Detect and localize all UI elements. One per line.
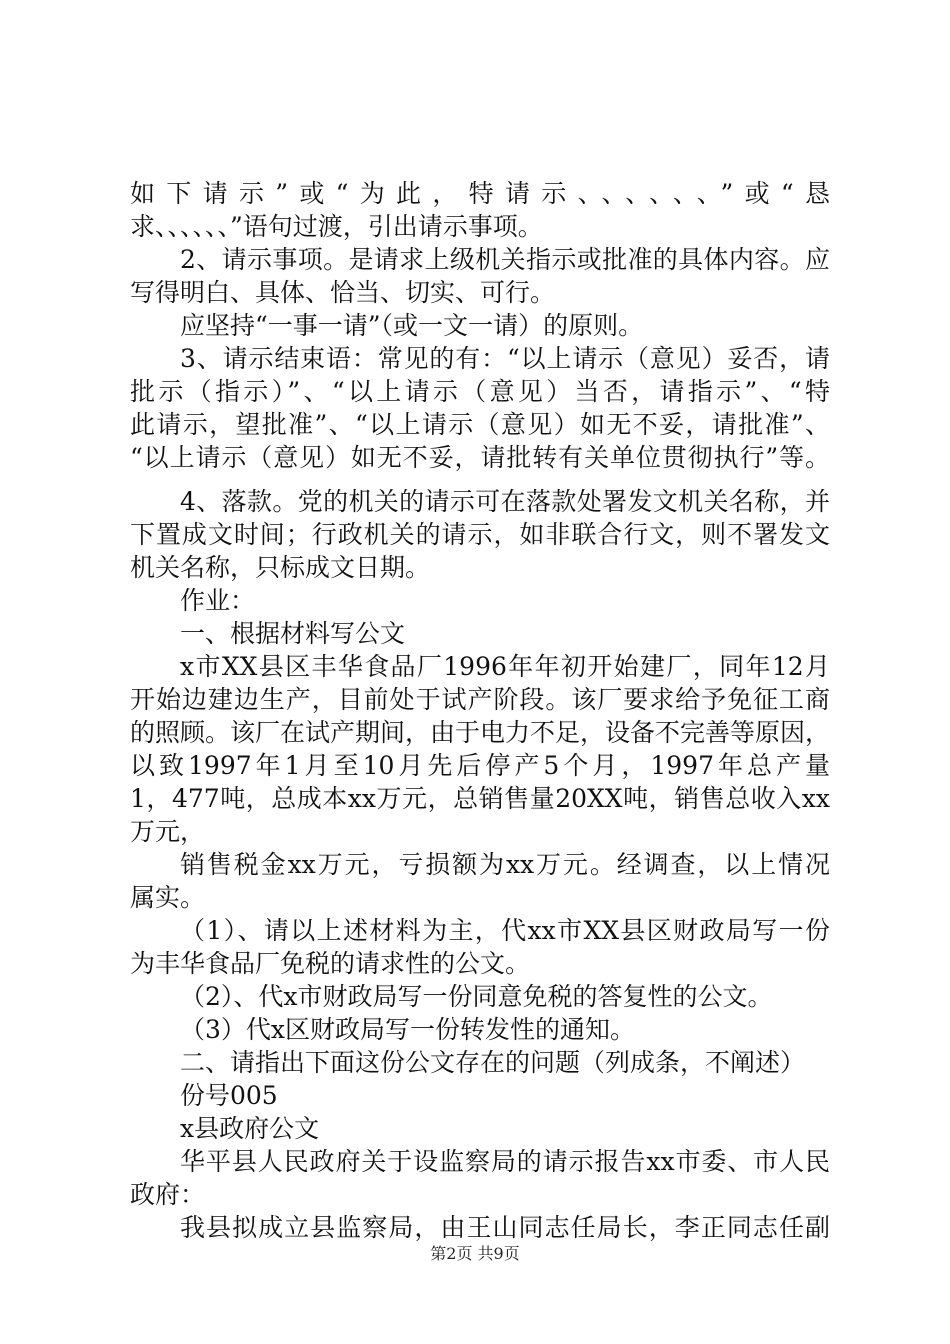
text-line: 开始边建边生产，目前处于试产阶段。该厂要求给予免征工商 (130, 685, 830, 714)
text-line: 华平县人民政府关于设监察局的请示报告xx市委、市人民 (180, 1147, 830, 1176)
text-line: x县政府公文 (180, 1114, 320, 1143)
text-line: 此请示，望批准”、“以上请示（意见）如无不妥，请批准”、 (130, 410, 830, 439)
text-line: （2）、代x市财政局写一份同意免税的答复性的公文。 (180, 982, 773, 1011)
text-line: 为丰华食品厂免税的请求性的公文。 (130, 949, 531, 978)
text-line: “以上请示（意见）如无不妥，请批转有关单位贯彻执行”等。 (130, 443, 830, 472)
text-line: 求、、、、、、”语句过渡，引出请示事项。 (130, 212, 543, 241)
text-line: 4、落款。党的机关的请示可在落款处署发文机关名称，并 (180, 487, 830, 516)
text-line: 我县拟成立县监察局，由王山同志任局长，李正同志任副 (180, 1213, 830, 1242)
text-line: 销售税金xx万元，亏损额为xx万元。经调查，以上情况 (180, 850, 830, 879)
text-line: 属实。 (130, 883, 206, 912)
text-line: 下置成文时间；行政机关的请示，如非联合行文，则不署发文 (130, 520, 830, 549)
text-line: 万元， (130, 817, 206, 846)
text-line: 批示（指示）”、“以上请示（意见）当否，请指示”、“特 (130, 377, 830, 406)
text-line: 机关名称，只标成文日期。 (130, 553, 431, 582)
text-line: 应坚持“一事一请”（或一文一请）的原则。 (180, 311, 644, 340)
text-line: （3）代x区财政局写一份转发性的通知。 (180, 1015, 636, 1044)
text-line: 二、请指出下面这份公文存在的问题（列成条，不阐述） (180, 1048, 806, 1077)
text-line: 一、根据材料写公文 (180, 619, 406, 648)
text-line: 作业： (180, 586, 256, 615)
text-line: 的照顾。该厂在试产期间，由于电力不足，设备不完善等原因， (130, 718, 831, 747)
text-line: 写得明白、具体、恰当、切实、可行。 (130, 278, 556, 307)
text-line: 以致1997年1月至10月先后停产5个月，1997年总产量 (130, 751, 830, 780)
text-line: 1，477吨，总成本xx万元，总销售量20XX吨，销售总收入xx (130, 784, 830, 813)
text-line: 如下请示”或“为此，特请示、、、、、、”或“恳 (130, 179, 830, 208)
text-line: 政府： (130, 1180, 206, 1209)
text-line: 2、请示事项。是请求上级机关指示或批准的具体内容。应 (180, 245, 830, 274)
text-line: 3、请示结束语：常见的有：“以上请示（意见）妥否，请 (180, 344, 830, 373)
text-line: x市XX县区丰华食品厂1996年年初开始建厂，同年12月 (180, 652, 830, 681)
page-number-footer: 第2页 共9页 (430, 1244, 520, 1263)
text-line: 份号005 (180, 1081, 278, 1110)
text-line: （1）、请以上述材料为主，代xx市XX县区财政局写一份 (180, 916, 830, 945)
